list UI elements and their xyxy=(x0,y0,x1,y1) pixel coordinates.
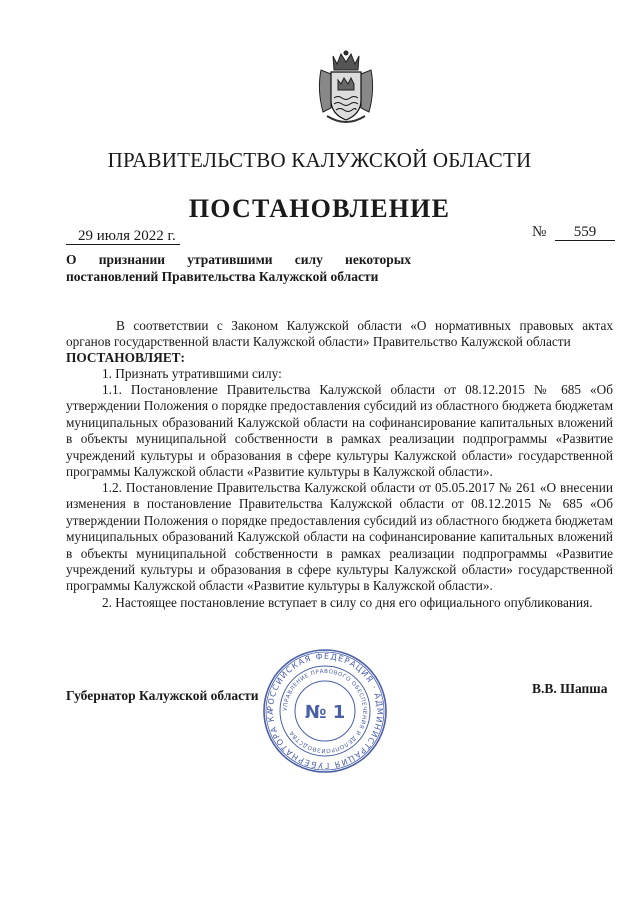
item-1-1-text: 1.1. Постановление Правительства Калужской области от 08.12.2015 № 685 «Об утверждении Положения о порядке предоставления субсидий из областного бюджета бюджетам муниципальных образований Калужской области на софинансирование капитальных вложений в объекты муниципальной собственности в рамках реализации подпрограммы «Развитие учреждений культуры и образования в сфере культуры Калужской области» государственной программы Калужской области «Развитие культуры в Калужской области». xyxy=(66,382,613,480)
organization-title: ПРАВИТЕЛЬСТВО КАЛУЖСКОЙ ОБЛАСТИ xyxy=(107,148,532,172)
seal-outer-text: РОССИЙСКАЯ ФЕДЕРАЦИЯ · АДМИНИСТРАЦИЯ ГУБЕРНАТОРА КА xyxy=(265,651,385,771)
signatory-name: В.В. Шапша xyxy=(532,681,608,696)
preamble-paragraph: В соответствии с Законом Калужской области «О нормативных правовых актах органов государственной власти Калужской области» Правительство Калужской области xyxy=(66,318,613,350)
document-subject: О признании утратившими силу некоторых постановлений Правительства Калужской области xyxy=(66,252,411,284)
seal-inner-text: УПРАВЛЕНИЕ ПРАВОВОГО ОБЕСПЕЧЕНИЯ И ДЕЛОПРОИЗВОДСТВА xyxy=(282,668,368,754)
document-date: 29 июля 2022 г. xyxy=(66,228,180,245)
seal-center-number: № 1 xyxy=(304,702,346,723)
official-seal-stamp xyxy=(262,648,388,774)
item-1-2: 1.2. Постановление Правительства Калужской области от 05.05.2017 № 261 «О внесении изменения в постановление Правительства Калужской области от 08.12.2015 № 685 «Об утверждении Положения о порядке предоставления субсидий из областного бюджета бюджетам муниципальных образований Калужской области на софинансирование капитальных вложений в объекты муниципальной собственности в рамках реализации подпрограммы «Развитие учреждений культуры и образования в сфере культуры Калужской области» государственной программы Калужской области «Развитие культуры в Калужской области». xyxy=(66,480,613,594)
document-type-heading: ПОСТАНОВЛЕНИЕ xyxy=(188,194,451,223)
document-number-label: № xyxy=(532,224,547,240)
item-1-1 xyxy=(66,382,613,480)
decree-word: ПОСТАНОВЛЯЕТ: xyxy=(66,350,185,365)
coat-of-arms-icon xyxy=(313,50,379,126)
signatory-title: Губернатор Калужской области xyxy=(66,688,259,703)
item-2: 2. Настоящее постановление вступает в силу со дня его официального опубликования. xyxy=(102,595,593,610)
item-1: 1. Признать утратившими силу: xyxy=(102,366,282,381)
document-number: 559 xyxy=(555,224,615,241)
